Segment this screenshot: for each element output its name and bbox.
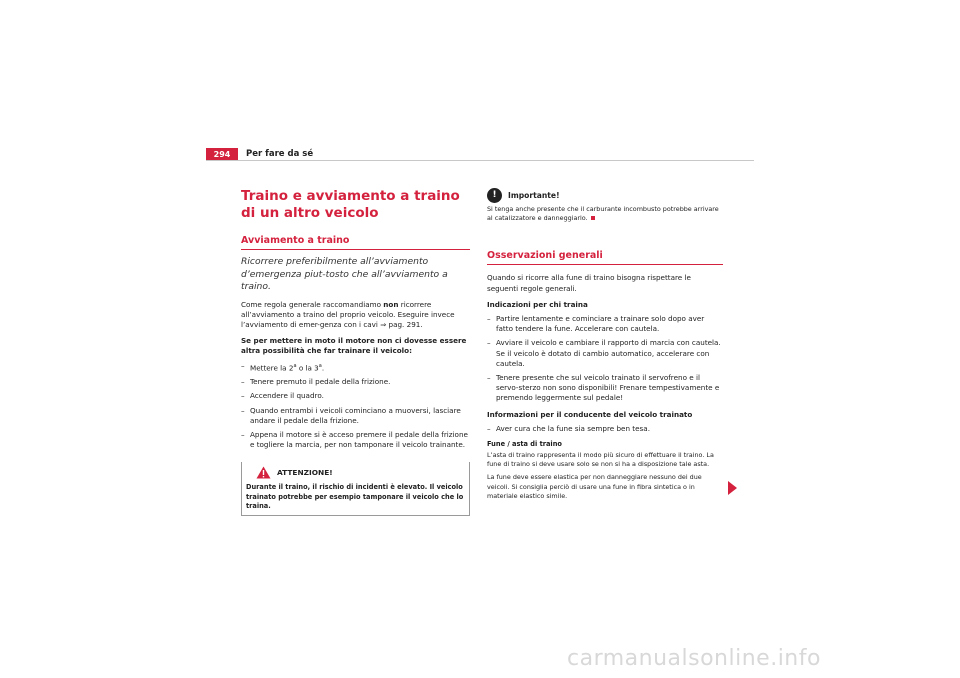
note-header: [487, 188, 723, 203]
driver-heading: Indicazioni per chi traina: [487, 299, 588, 309]
section-title-tow-start: Avviamento a traino: [241, 234, 470, 250]
steps-heading: Se per mettere in moto il motore non ci dovesse essere altra possibilità che far trainare il veicolo:: [241, 336, 467, 356]
list-item: – Mettere la 2$^a$ o la 3$^a$.: [241, 360, 325, 372]
warning-box: [241, 462, 470, 516]
note-title: Importante!: [508, 191, 560, 200]
list-item: – Tenere presente che sul veicolo trainato il servofreno e il servo-sterzo non sono disponibili! Frenare tempestivamente e premendo leggermente sul pedale!: [487, 373, 720, 403]
right-column: [487, 188, 723, 501]
list-item: – Avviare il veicolo e cambiare il rapporto di marcia con cautela. Se il veicolo è dotato di cambio automatico, accelerare con cautela.: [487, 338, 721, 368]
rope-paragraph-1: L’asta di traino rappresenta il modo più sicuro di effettuare il traino. La fune di traino si deve usare solo se non si ha a disposizione tale asta.: [487, 451, 714, 469]
rope-heading: Fune / asta di traino: [487, 440, 562, 449]
list-item: – Partire lentamente e cominciare a trainare solo dopo aver fatto tendere la fune. Accelerare con cautela.: [487, 314, 705, 334]
watermark: carmanualsonline.info: [567, 646, 821, 671]
list-item: – Accendere il quadro.: [241, 391, 324, 401]
left-column: [241, 188, 470, 516]
towed-heading: Informazioni per il conducente del veicolo trainato: [487, 409, 693, 419]
driver-list: [487, 314, 723, 404]
running-title: Per fare da sé: [246, 149, 314, 159]
page-number: 294: [206, 148, 238, 161]
list-item: – Aver cura che la fune sia sempre ben tesa.: [487, 423, 650, 433]
general-intro: Quando si ricorre alla fune di traino bisogna rispettare le seguenti regole generali.: [487, 273, 691, 293]
continue-arrow-icon: [728, 481, 737, 495]
intro-pre: Come regola generale raccomandiamo: [241, 299, 384, 309]
intro-post: ricorrere all’avviamento a traino del proprio veicolo. Eseguire invece l’avviamento di emer-genza con i cavi ⇒ pag. 291.: [241, 299, 455, 329]
page-title: Traino e avviamento a traino di un altro veicolo: [241, 188, 460, 221]
list-item: – Tenere premuto il pedale della frizione.: [241, 377, 391, 387]
exclamation-icon: !: [487, 188, 502, 203]
section-title-general: Osservazioni generali: [487, 249, 723, 265]
warning-title: ATTENZIONE!: [277, 468, 333, 478]
towed-list: [487, 424, 723, 434]
header-rule: [206, 160, 754, 161]
list-item: – Appena il motore si è acceso premere il pedale della frizione e togliere la marcia, per non tamponare il veicolo trainante.: [241, 429, 468, 450]
warning-text: Durante il traino, il rischio di incidenti è elevato. Il veicolo trainato potrebbe per esempio tamponare il veicolo che lo traina.: [246, 483, 464, 510]
list-item: – Quando entrambi i veicoli cominciano a muoversi, lasciare andare il pedale della frizione.: [241, 405, 461, 425]
rope-paragraph-2: La fune deve essere elastica per non danneggiare nessuno dei due veicoli. Si consiglia perciò di usare una fune in fibra sintetica o in materiale elastico simile.: [487, 473, 702, 500]
intro-paragraph: [241, 300, 470, 331]
warning-triangle-icon: [256, 466, 271, 479]
note-text: Si tenga anche presente che il carburante incombusto potrebbe arrivare al catalizzatore e danneggiarlo.: [487, 205, 719, 223]
steps-list: [241, 361, 470, 451]
section-end-marker: [591, 216, 595, 220]
lead-text: Ricorrere preferibilmente all’avviamento d’emergenza piut-tosto che all’avviamento a traino.: [241, 256, 448, 292]
intro-bold: non: [383, 299, 399, 309]
